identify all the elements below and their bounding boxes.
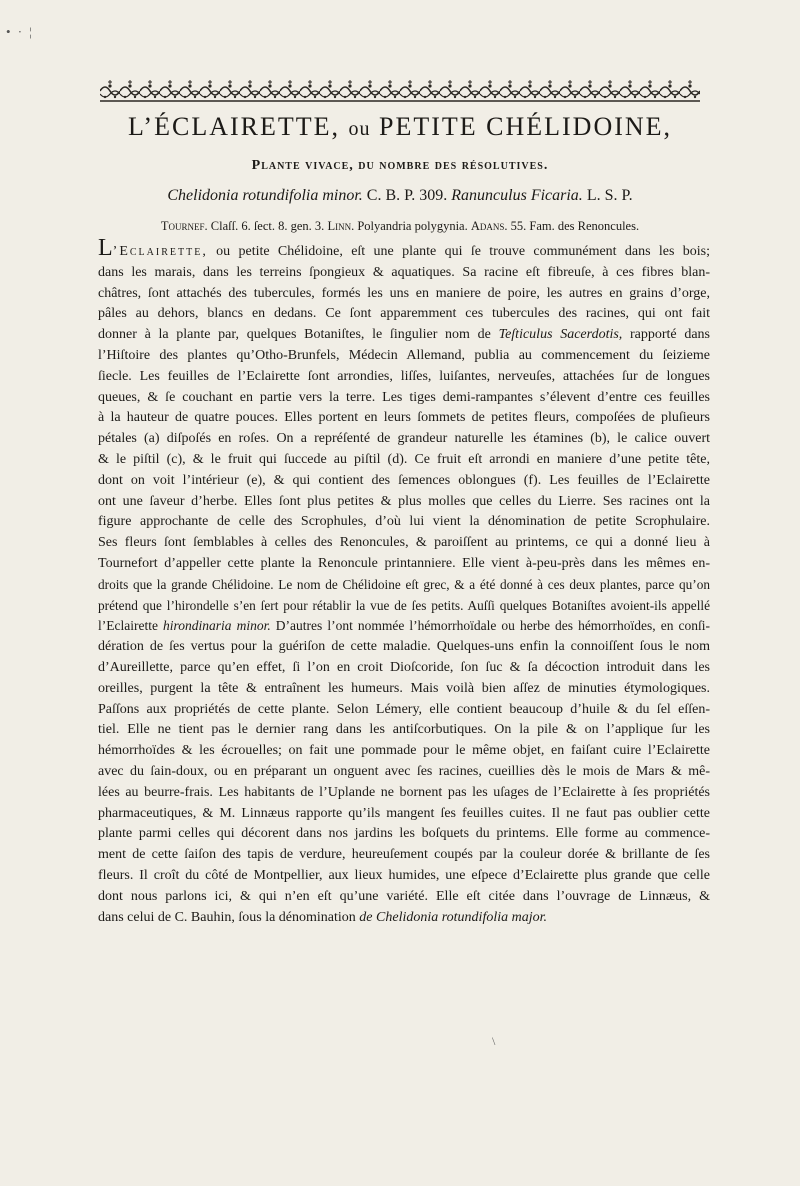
text-line: ont une ſaveur d’herbe. Elles ſont plus petites & plus molles que celles du Lierre. Ses racines ont la [98, 493, 710, 509]
italic-term: de [359, 909, 373, 925]
body-text [98, 235, 711, 928]
text-line: droits que la grande Chélidoine. Le nom de Chélidoine eſt grec, & a été donné à ces deux plantes, parce qu’on [98, 576, 710, 592]
title-main: L’ÉCLAIRETTE, [127, 112, 340, 141]
text-line: dont on voit l’intérieur (e), & qui contient des ſemences oblongues (f). Les feuilles de l’Eclairette [98, 472, 710, 488]
text-line: pétales (a) diſpoſés en roſes. On a repréſenté de grandeur naturelle les étamines (b), le calice ouvert [98, 431, 710, 447]
text-line-segment: D’autres l’ont nommée l’hémorrhoïdale ou herbe des hémorrhoïdes, en conſi- [275, 618, 711, 634]
text-line: dération de ſes vertus pour la guériſon de cette maladie. Quelques-uns enfin la connoiſſent ſous le nom [98, 639, 710, 655]
decorative-ornament-band [100, 80, 700, 102]
page-title [0, 112, 800, 142]
synonym-2-ref: L. S. P. [586, 187, 633, 204]
classification-author-adanson: Adans. [470, 219, 508, 233]
text-line: d’Aureillette, parce qu’en effet, ſi l’on en croit Dioſcoride, ſon ſuc & ſa décoction introduit dans les [98, 659, 710, 675]
classification-tournefort: Claſſ. 6. ſect. 8. gen. 3. [210, 219, 325, 233]
italic-term: Teſticulus Sacerdotis, [498, 327, 623, 343]
classification-line [0, 219, 800, 234]
text-line-segment: ou petite Chélidoine, eſt une plante qui ſe trouve communément dans les bois; [216, 244, 710, 259]
text-line: dans les marais, dans les terreins ſpongieux & aquatiques. Sa racine eſt fibreuſe, à ces fibres blan- [98, 264, 710, 280]
synonym-2-name: Ranunculus Ficaria. [451, 187, 583, 204]
drop-cap: L [98, 235, 113, 261]
text-line-segment: rapporté dans [630, 327, 711, 343]
classification-author-linnaeus: Linn. [327, 219, 355, 233]
synonym-1-ref: C. B. P. 309. [366, 187, 448, 204]
text-line [98, 235, 710, 263]
opening-word: ’Eclairette, [112, 244, 208, 259]
text-line-segment: dans celui de C. Bauhin, ſous la dénomination [98, 909, 356, 925]
text-line-segment: l’Eclairette [98, 618, 158, 634]
text-line: pharmaceutiques, & M. Linnæus rapporte qu’ils mangent ſes feuilles cuites. Il ne faut pas oublier cette [98, 805, 710, 821]
text-line [98, 325, 710, 346]
text-line: hémorrhoïdes & les écrouelles; on fait une pommade pour le même objet, en faiſant cuire l’Eclairette [98, 743, 710, 759]
text-line [98, 616, 710, 637]
text-line: l’Hiſtoire des plantes qu’Otho-Brunfels, Médecin Allemand, publia au commencement du ſeizieme [98, 347, 710, 363]
text-line: Tournefort d’appeller cette plante la Renoncule printanniere. Elle vient à-peu-près dans les mêmes en- [98, 555, 710, 571]
text-line: fleurs. Il croît du côté de Montpellier, aux lieux humides, une eſpece d’Eclairette plus grande que celle [98, 867, 710, 883]
text-line: tiel. Elle ne tient pas le dernier rang dans les antiſcorbutiques. On la pile & on l’applique ſur les [98, 722, 710, 738]
classification-adanson: 55. Fam. des Renoncules. [510, 219, 640, 233]
text-line: ment de cette ſaiſon des tapis de verdure, heureuſement coupés par la couleur dorée & brillante de ſes [98, 847, 710, 863]
classification-author-tournefort: Tournef. [160, 219, 208, 233]
text-line: à la hauteur de quatre pouces. Elles portent en leurs ſommets de petites fleurs, compoſées de pluſieurs [98, 410, 710, 426]
title-alternate: PETITE CHÉLIDOINE, [379, 112, 673, 141]
italic-term: hirondinaria minor. [163, 618, 271, 634]
text-line: & le piſtil (c), & le fruit qui ſuccede au piſtil (d). Ce fruit eſt arrondi en maniere d’une petite tête, [98, 451, 710, 467]
text-line: lées au beurre-frais. Les habitants de l’Uplande ne bornent pas les uſages de l’Eclairette à ſes propriétés [98, 784, 710, 800]
text-line [98, 908, 710, 929]
synonyms-line [0, 187, 800, 205]
text-line: châtres, ſont attachés des tubercules, formés les uns en maniere de poire, les autres en grains d’orge, [98, 285, 710, 301]
text-line-segment: donner à la plante par, quelques Botaniſtes, le ſingulier nom de [98, 327, 491, 343]
text-line: prétend que l’hirondelle s’en ſert pour rétablir la vue de ſes petits. Auſſi quelques Botaniſtes avoient-ils appellé [98, 597, 710, 613]
stray-mark: \ [492, 1034, 496, 1048]
text-line: Paſſons aux propriétés de cette plante. Selon Lémery, elle contient beaucoup d’huile & du ſel eſſen- [98, 701, 710, 717]
page-subtitle: Plante vivace, du nombre des résolutives. [251, 158, 549, 173]
text-line: dont nous parlons ici, & qui n’en eſt qu’une variété. Elle eſt citée dans l’ouvrage de Linnæus, & [98, 888, 710, 904]
text-line: plante parmi celles qui décorent dans nos jardins les boſquets du printems. Elle forme au commence- [98, 826, 710, 842]
text-line: pâles au dehors, blancs en dedans. Ce ſont apparemment ces tubercules des racines, qui ont fait [98, 306, 710, 322]
italic-term: Chelidonia rotundifolia major. [376, 909, 548, 925]
text-line: avec du ſain-doux, ou en préparant un onguent avec ſes racines, cueillies dès le mois de Mars & mê- [98, 763, 710, 779]
text-line: Ses fleurs ſont ſemblables à celles des Renoncules, & paroiſſent au printems, ce qui a donné lieu à [98, 535, 710, 551]
text-line: oreilles, purgent la tête & entraînent les humeurs. Mais voilà bien aſſez de minuties étymologiques. [98, 680, 710, 696]
title-conjunction: ou [348, 118, 371, 140]
classification-linnaeus: Polyandria polygynia. [357, 219, 468, 233]
text-line: queues, & ſe couchant en partie vers la terre. Les tiges demi-rampantes s’élevent d’entre ces feuilles [98, 389, 710, 405]
synonym-1-name: Chelidonia rotundifolia minor. [167, 187, 363, 204]
text-line: ſiecle. Les feuilles de l’Eclairette ſont arrondies, liſſes, luiſantes, nerveuſes, attachées ſur de longues [98, 368, 710, 384]
text-line: figure approchante de celle des Scrophules, d’où lui vient la dénomination de petite Scrophulaire. [98, 514, 710, 530]
corner-marks: • · ¦ [6, 24, 34, 39]
